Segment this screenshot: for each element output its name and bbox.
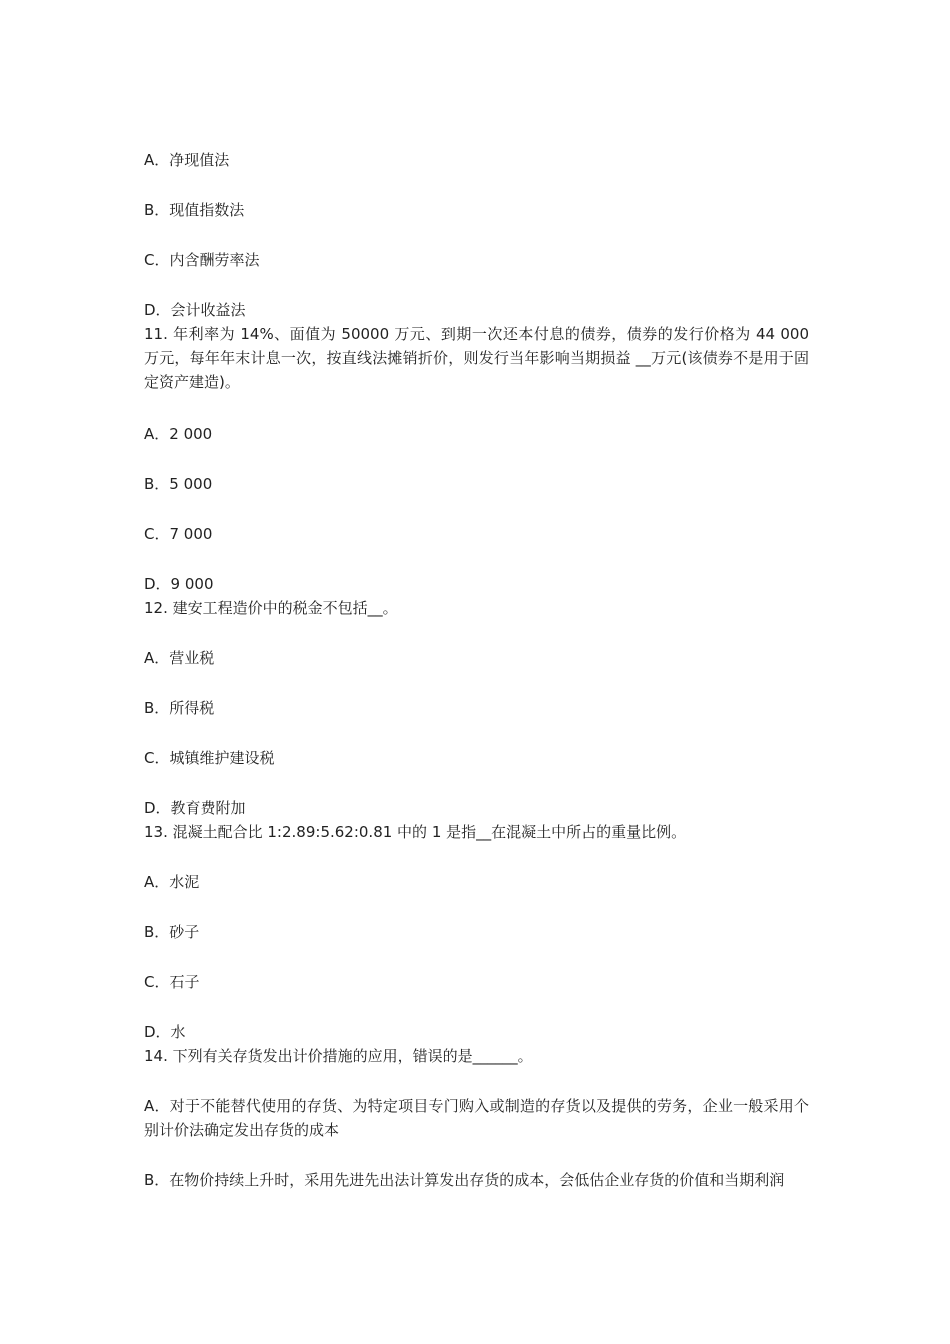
option-a: A．水泥 bbox=[144, 873, 200, 891]
option-d: D．9 000 bbox=[144, 575, 214, 593]
option-a: A．对于不能替代使用的存货、为特定项目专门购入或制造的存货以及提供的劳务，企业一般采用个别计价法确定发出存货的成本 bbox=[144, 1097, 809, 1139]
option-a: A．净现值法 bbox=[144, 151, 230, 169]
option-d: D．教育费附加 bbox=[144, 799, 246, 817]
option-c: C．内含酬劳率法 bbox=[144, 251, 260, 269]
question-11: 11. 年利率为 14%、面值为 50000 万元、到期一次还本付息的债券，债券的发行价格为 44 000 万元，每年年末计息一次，按直线法摊销折价，则发行当年影响当期损益 __万元(该债券不是用于固定资产建造)。 bbox=[144, 325, 809, 391]
option-d: D．水 bbox=[144, 1023, 186, 1041]
option-c: C．石子 bbox=[144, 973, 200, 991]
option-c: C．城镇维护建设税 bbox=[144, 749, 275, 767]
option-b: B．在物价持续上升时，采用先进先出法计算发出存货的成本，会低估企业存货的价值和当期利润 bbox=[144, 1171, 785, 1189]
option-a: A．2 000 bbox=[144, 425, 213, 443]
option-b: B．现值指数法 bbox=[144, 201, 245, 219]
option-d: D．会计收益法 bbox=[144, 301, 246, 319]
option-a: A．营业税 bbox=[144, 649, 215, 667]
question-12: 12. 建安工程造价中的税金不包括__。 bbox=[144, 599, 398, 617]
option-b: B．砂子 bbox=[144, 923, 200, 941]
question-14: 14. 下列有关存货发出计价措施的应用，错误的是______。 bbox=[144, 1047, 533, 1065]
option-b: B．所得税 bbox=[144, 699, 215, 717]
question-13: 13. 混凝土配合比 1:2.89:5.62:0.81 中的 1 是指__在混凝土中所占的重量比例。 bbox=[144, 823, 687, 841]
option-b: B．5 000 bbox=[144, 475, 213, 493]
option-c: C．7 000 bbox=[144, 525, 213, 543]
